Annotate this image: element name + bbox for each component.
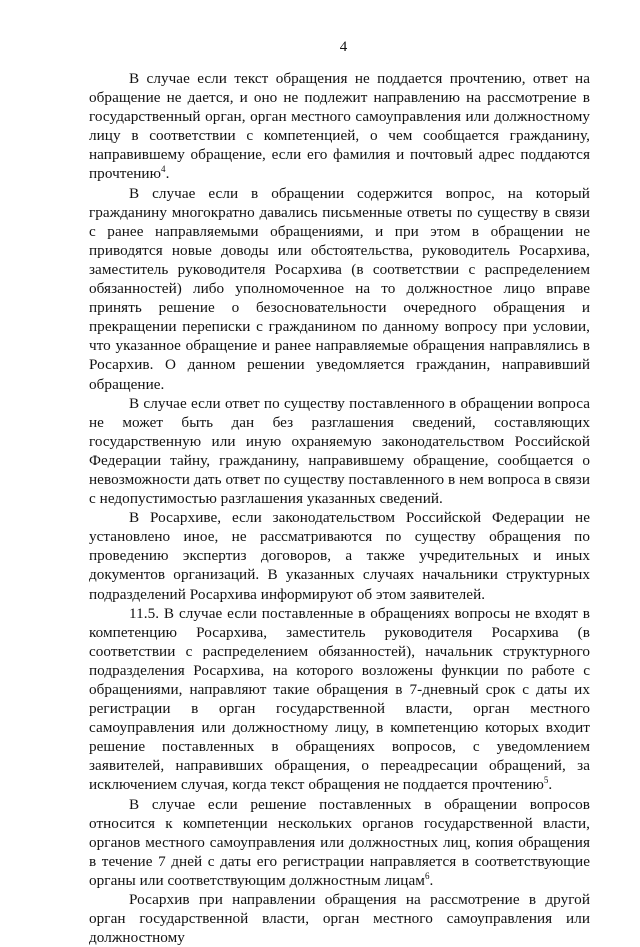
footnote-marker[interactable]: 6 [424,870,430,881]
paragraph-end: . [165,165,170,183]
page-number: 4 [339,39,348,55]
paragraph-repeated-questions [89,184,590,394]
footnote-marker[interactable]: 4 [161,164,166,175]
paragraph-text: В случае если текст обращения не поддается прочтению, ответ на обращение не дается, и оно не подлежит направлению на рассмотрение в государственный орган, орган местного самоуправления или должностному лицу в соответствии с компетенцией, о чем сообщается гражданину, направившему обращение, если его фамилия и почтовый адрес поддаются прочтению [89,70,590,183]
footnote-marker[interactable]: 5 [543,775,549,786]
paragraph-11-5 [89,604,590,795]
paragraph-forwarding [89,890,590,947]
paragraph-text: В случае если решение поставленных в обращении вопросов относится к компетенции нескольких органов государственной власти, органов местного самоуправления или должностных лиц, копия обращения в течение 7 дней с даты его регистрации направляется в соответствующие органы или соответствующим должностным лицам [89,795,590,889]
paragraph-text: В случае если в обращении содержится вопрос, на который гражданину многократно давались письменные ответы по существу в связи с ранее направляемыми обращениями, и при этом в обращении не приводятся новые доводы или обстоятельства, руководитель Росархива, заместитель руководителя Росархива (в соответствии с распределением обязанностей) либо уполномоченное на то должностное лицо вправе принять решение о безосновательности очередного обращения и прекращении переписки с гражданином по данному вопросу при условии, что указанное обращение и ранее направляемые обращения направлялись в Росархив. О данном решении уведомляется гражданин, направивший обращение. [89,184,590,393]
paragraph-state-secret [89,394,590,509]
paragraph-end: . [429,871,434,889]
paragraph-end: . [548,776,553,794]
paragraph-text: В Росархиве, если законодательством Российской Федерации не установлено иное, не рассматриваются по существу обращения по проведению экспертиз договоров, а также учредительных и иных документов организаций. В указанных случаях начальники структурных подразделений Росархива информируют об этом заявителей. [89,509,590,603]
paragraph-expertise [89,508,590,603]
paragraph-text: Росархив при направлении обращения на рассмотрение в другой орган государственной власти, орган местного самоуправления или должностному [89,891,590,947]
paragraph-text: 11.5. В случае если поставленные в обращениях вопросы не входят в компетенцию Росархива, заместитель руководителя Росархива (в соответствии с распределением обязанностей), начальник структурного подразделения Росархива, на которого возложены функции по работе с обращениями, направляют такие обращения в 7-дневный срок с даты их регистрации в орган государственной власти, орган местного самоуправления или должностному лицу, в компетенцию которых входит решение поставленных в обращениях вопросов, с уведомлением заявителей, направивших обращения, о переадресации обращений, за исключением случая, когда текст обращения не поддается прочтению [89,604,590,794]
paragraph-text: В случае если ответ по существу поставленного в обращении вопроса не может быть дан без разглашения сведений, составляющих государственную или иную охраняемую законодательством Российской Федерации тайну, гражданину, направившему обращение, сообщается о невозможности дать ответ по существу поставленного в нем вопроса в связи с недопустимостью разглашения указанных сведений. [89,394,590,508]
paragraph-unreadable-text [89,69,590,184]
paragraph-multiple-agencies [89,795,590,890]
